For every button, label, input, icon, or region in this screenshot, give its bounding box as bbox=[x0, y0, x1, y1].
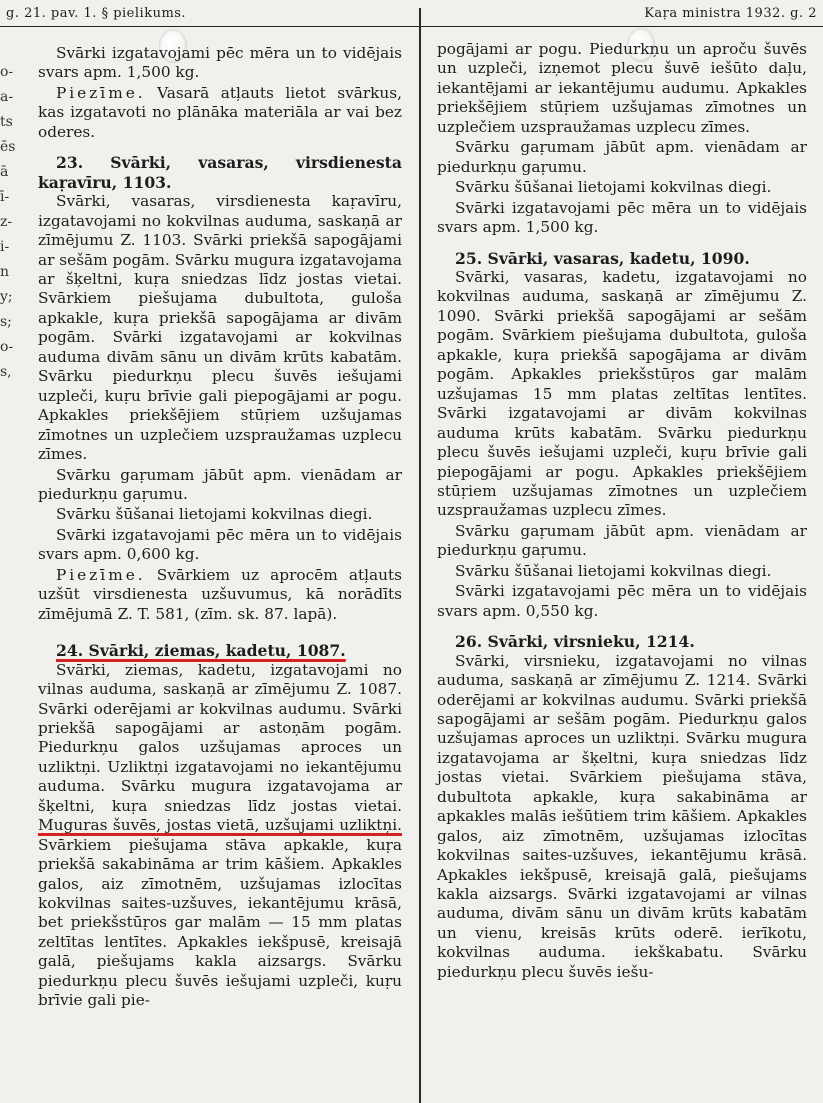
paragraph: Svārki, virsnieku, izgatavojami no vilnas auduma, saskaņā ar zīmējumu Z. 1214. Svārki oderējami ar kokvilnas audumu. Svārki priekšā sapogājami ar sešām pogām. Piedurkņu galos uzšujamas aproces un uzliktņi. Svārku mugura izgatavojama ar šķeltni, kuṛa sniedzas līdz jostas vietai. Svārkiem piešujama stāva, dubultota apkakle, kuṛa sakabināma ar apkakles malās iešūtiem trim kāšiem. Apkakles galos, aiz zīmotnēm, uzšujamas izlocītas kokvilnas saites-uzšuves, iekantējumu krāsā. Apkakles iekšpusē, kreisajā galā, piešujams kakla aizsargs. Svārki izgatavojami ar vilnas auduma, divām sānu un divām krūts kabatām un vienu, kreisās krūts oderē. ierīkotu, kokvilnas auduma. iekškabatu. Svārku piedurkņu plecu šuvēs iešu- bbox=[437, 651, 807, 981]
paragraph: Svārki izgatavojami pēc mēra un to vidējais svars apm. 0,550 kg. bbox=[437, 582, 807, 620]
note-text: Vasarā atļauts lietot svārkus, kas izgatavoti no plānāka materiāla ar vai bez oderes. bbox=[38, 83, 402, 141]
margin-fragment: ts bbox=[0, 114, 13, 130]
paragraph: pogājami ar pogu. Piedurkņu un aproču šuvēs un uzpleči, izņemot plecu šuvē iešūto daļu, iekantējami ar iekantējumu audumu. Apkakles priekšējiem stūṛiem uzšujamas zīmotnes un uzplečiem uzspraužamas uzplecu zīmes. bbox=[437, 40, 807, 136]
header-right-text: Kaṛa ministra 1932. g. 2 bbox=[644, 6, 817, 21]
paragraph: Svārku gaṛumam jābūt apm. vienādam ar piedurkņu gaṛumu. bbox=[437, 521, 807, 560]
paragraph: Svārku šūšanai lietojami kokvilnas diegi. bbox=[455, 178, 772, 197]
section-26-title: 26. Svārki, virsnieku, 1214. bbox=[455, 632, 695, 652]
paragraph: Svārki, vasaras, virsdienesta kaṛavīru, izgatavojami no kokvilnas auduma, saskaņā ar zīmējumu Z. 1103. Svārki priekšā sapogājami ar sešām pogām. Svārku mugura izgatavojama ar šķeltni, kuṛa sniedzas līdz jostas vietai. Svārkiem piešujama dubultota, guloša apkakle, kuṛa priekšā sapogājama ar divām pogām. Svārki izgatavojami ar kokvilnas auduma divām sānu un divām krūts kabatām. Svārku piedurkņu plecu šuvēs iešujami uzpleči, kuṛu brīvie gali piepogājami ar pogu. Apkakles priekšējiem stūṛiem uzšujamas zīmotnes un uzplečiem uzspraužamas uzplecu zīmes. bbox=[38, 192, 402, 464]
text-run: Svārkiem piešujama stāva apkakle, kuṛa priekšā sakabināma ar trim kāšiem. Apkakles galos, aiz zīmotnēm, uzšujamas izlocītas kokvilnas saites-uzšuves, iekantējumu krāsā, bet priekšstūṛos gar malām — 15 mm platas zeltītas lentītes. Apkakles iekšpusē, kreisajā galā, piešujams kakla aizsargs. Svārku piedurkņu plecu šuvēs iešujami uzpleči, kuṛu brīvie gali pie- bbox=[38, 835, 402, 1010]
section-24-title bbox=[38, 641, 402, 660]
margin-fragment: ī- bbox=[0, 189, 10, 205]
column-divider bbox=[419, 8, 421, 1103]
note-paragraph bbox=[38, 84, 402, 142]
paragraph: Svārki izgatavojami pēc mēra un to vidējais svars apm. 0,600 kg. bbox=[38, 525, 402, 564]
margin-fragment: n bbox=[0, 264, 10, 280]
note-text: Svārkiem uz aprocēm atļauts uzšūt virsdienesta uzšuvumus, kā norādīts zīmējumā Z. T. 581, (zīm. sk. 87. lapā). bbox=[38, 565, 402, 623]
margin-fragment: ā bbox=[0, 164, 9, 180]
note-lead: Piezīme. bbox=[56, 565, 146, 584]
margin-fragment: a- bbox=[0, 89, 14, 105]
note-lead: Piezīme. bbox=[56, 83, 146, 102]
note-paragraph bbox=[38, 566, 402, 624]
margin-fragment: z- bbox=[0, 214, 13, 230]
paragraph bbox=[38, 661, 402, 1011]
header-left-text: g. 21. pav. 1. § pielikums. bbox=[6, 6, 187, 21]
margin-fragment: i- bbox=[0, 239, 10, 255]
section-25-title: 25. Svārki, vasaras, kadetu, 1090. bbox=[455, 248, 750, 268]
paragraph: Svārki izgatavojami pēc mēra un to vidējais svars apm. 1,500 kg. bbox=[437, 198, 807, 237]
paragraph: Svārku gaṛumam jābūt apm. vienādam ar piedurkņu gaṛumu. bbox=[38, 465, 402, 503]
paragraph: Svārku šūšanai lietojami kokvilnas diegi. bbox=[56, 505, 373, 524]
section-24-title-text: 24. Svārki, ziemas, kadetu, 1087. bbox=[56, 641, 346, 661]
margin-fragment: y; bbox=[0, 289, 13, 305]
paragraph: Svārku šūšanai lietojami kokvilnas diegi. bbox=[455, 561, 772, 580]
text-run: Svārki, ziemas, kadetu, izgatavojami no vilnas auduma, saskaņā ar zīmējumu Z. 1087. Svārki oderējami ar kokvilnas audumu. Svārki priekšā sapogājami ar astoņām pogām. Piedurkņu galos uzšujamas aproces un uzliktņi. Uzliktņi izgatavojami no iekantējumu auduma. Svārku mugura izgatavojama ar šķeltni, kuṛa sniedzas līdz jostas vietai. bbox=[38, 660, 402, 815]
margin-fragment: o- bbox=[0, 64, 14, 80]
paragraph: Svārku gaṛumam jābūt apm. vienādam ar piedurkņu gaṛumu. bbox=[437, 138, 807, 176]
margin-fragment: s; bbox=[0, 314, 12, 330]
header-rule bbox=[0, 26, 823, 27]
left-margin-fragments bbox=[0, 60, 22, 385]
left-column bbox=[38, 44, 402, 1012]
section-23-title: 23. Svārki, vasaras, virsdienesta kaṛavīru, 1103. bbox=[38, 153, 402, 192]
margin-fragment: s, bbox=[0, 364, 12, 380]
paragraph: Svārki izgatavojami pēc mēra un to vidējais svars apm. 1,500 kg. bbox=[38, 44, 402, 82]
right-column bbox=[437, 40, 807, 983]
page-header bbox=[0, 0, 823, 28]
paragraph: Svārki, vasaras, kadetu, izgatavojami no kokvilnas auduma, saskaņā ar zīmējumu Z. 1090. Svārki priekšā sapogājami ar sešām pogām. Svārkiem piešujama dubultota, guloša apkakle, kuṛa priekšā sapogājama ar divām pogām. Apkakles priekšstūṛos gar malām uzšujamas 15 mm platas zeltītas lentītes. Svārki izgatavojami ar divām kokvilnas auduma krūts kabatām. Svārku piedurkņu plecu šuvēs iešujami uzpleči, kuṛu brīvie gali piepogājami ar pogu. Apkakles priekšējiem stūṛiem uzšujamas zīmotnes un uzplečiem uzspraužamas uzplecu zīmes. bbox=[437, 267, 807, 520]
margin-fragment: o- bbox=[0, 339, 14, 355]
margin-fragment: ēs bbox=[0, 139, 16, 155]
marked-text: Muguras šuvēs, jostas vietā, uzšujami uzliktņi. bbox=[38, 816, 402, 835]
